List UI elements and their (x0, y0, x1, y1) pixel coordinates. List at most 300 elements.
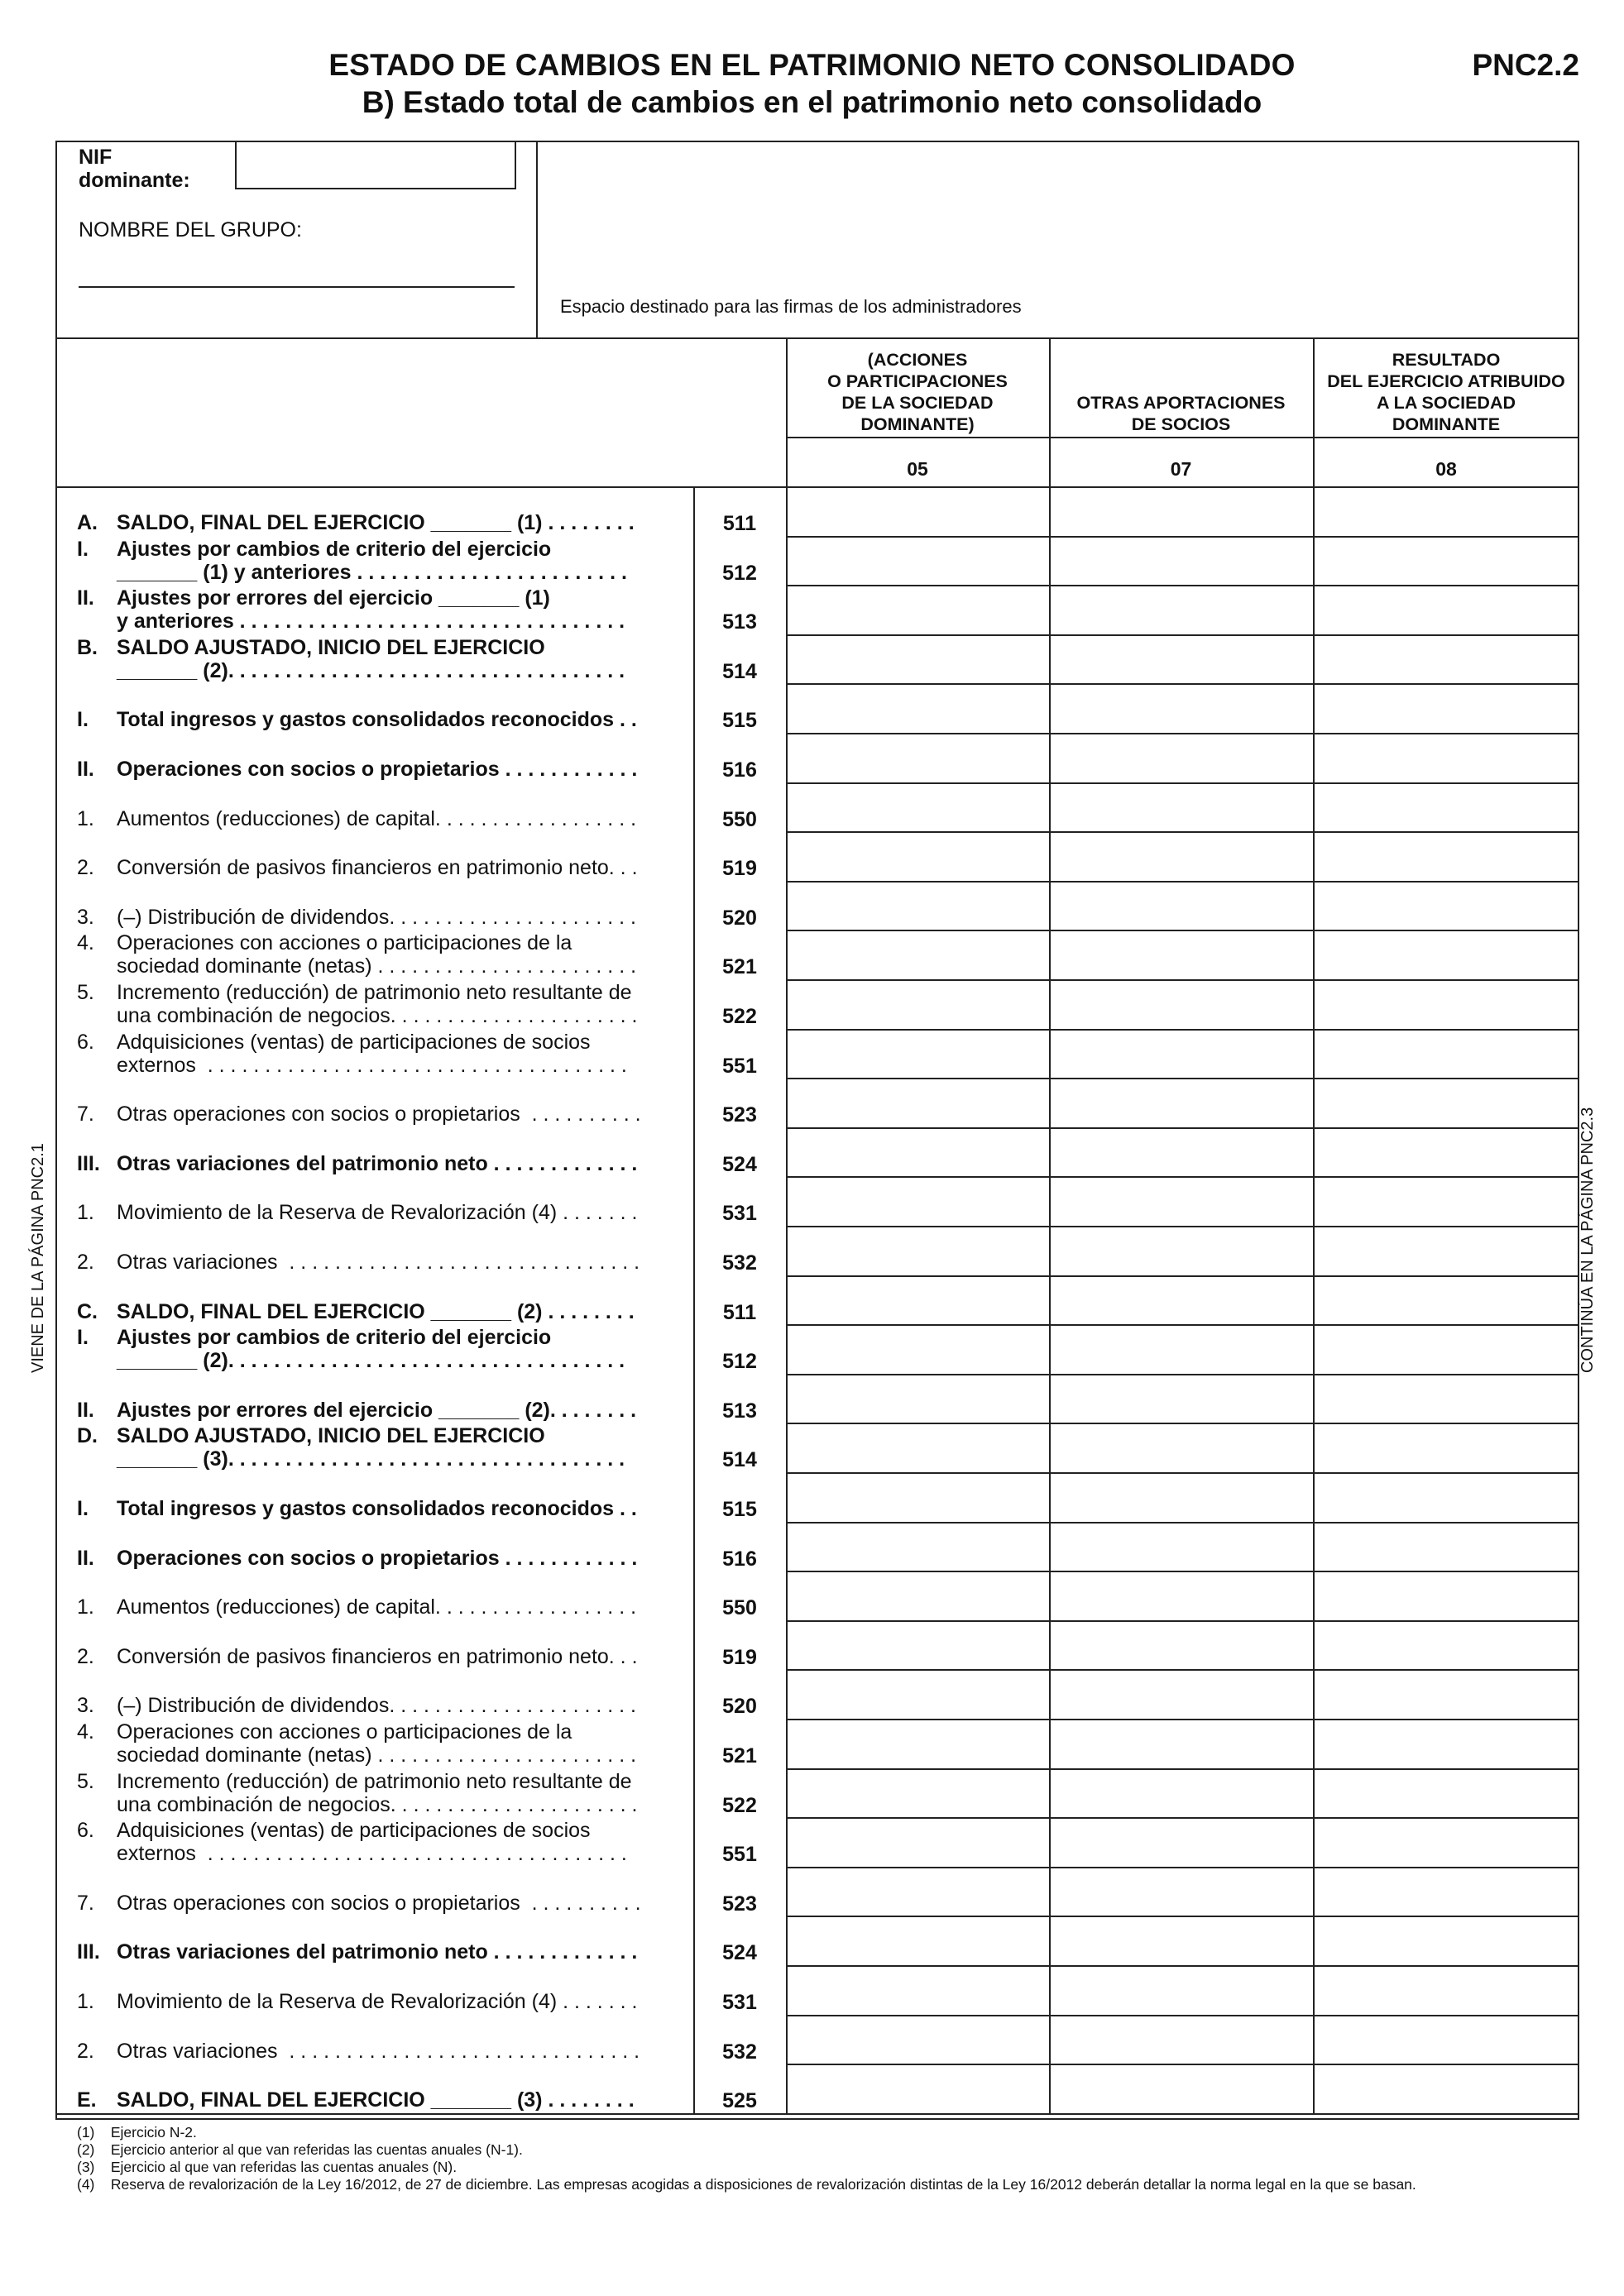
amount-cell[interactable] (788, 883, 1047, 928)
amount-cell[interactable] (788, 1869, 1047, 1914)
row-text-continued: externos . . . . . . . . . . . . . . . . . . . . . . . . . . . . . . . . . . . . . (117, 1053, 627, 1077)
amount-cell[interactable] (1052, 785, 1310, 830)
row-rule (786, 782, 1579, 784)
row-label (77, 1819, 673, 1867)
row-text: Incremento (reducción) de patrimonio neto resultante de (117, 1769, 632, 1793)
amount-cell[interactable] (1052, 1623, 1310, 1667)
form-code: PNC2.2 (1472, 48, 1579, 82)
row-text: SALDO, FINAL DEL EJERCICIO _______ (1) . . . . . . . . (117, 511, 635, 534)
nif-label: NIF dominante: (79, 146, 190, 192)
amount-cell[interactable] (1315, 1869, 1577, 1914)
column-header-line: DE LA SOCIEDAD (841, 393, 994, 413)
column-code: 05 (907, 458, 928, 480)
amount-cell[interactable] (788, 1524, 1047, 1569)
amount-cell[interactable] (1052, 1918, 1310, 1963)
row-text-continued: _______ (2). . . . . . . . . . . . . . . . . . . . . . . . . . . . . . . . . . . (117, 1349, 625, 1373)
column-code: 08 (1435, 458, 1457, 480)
amount-cell[interactable] (1052, 1672, 1310, 1716)
row-code: 524 (722, 1152, 757, 1176)
row-code: 551 (722, 1843, 757, 1867)
amount-cell[interactable] (1315, 982, 1577, 1026)
row-text-continued: una combinación de negocios. . . . . . . . . . . . . . . . . . . . . . (117, 1004, 638, 1027)
row-text-continued: y anteriores . . . . . . . . . . . . . . . . . . . . . . . . . . . . . . . . . . (117, 610, 625, 634)
amount-cell[interactable] (1052, 1820, 1310, 1864)
amount-cell[interactable] (1052, 1376, 1310, 1421)
amount-cell[interactable] (788, 1475, 1047, 1519)
row-text: Otras variaciones del patrimonio neto . . . . . . . . . . . . . (117, 1940, 638, 1964)
row-code: 532 (722, 1251, 757, 1275)
next-page-note: CONTINÚA EN LA PÁGINA PNC2.3 (1578, 1107, 1597, 1373)
row-text: SALDO, FINAL DEL EJERCICIO _______ (2) . . . . . . . . (117, 1299, 635, 1323)
row-text: Operaciones con socios o propietarios . . . . . . . . . . . . (117, 758, 638, 781)
row-code: 524 (722, 1941, 757, 1965)
group-name-label: NOMBRE DEL GRUPO: (79, 218, 302, 242)
amount-cell[interactable] (788, 785, 1047, 830)
row-number: 3. (77, 905, 94, 929)
amount-cell[interactable] (788, 834, 1047, 878)
row-label (77, 1547, 673, 1595)
amount-cell[interactable] (1315, 735, 1577, 780)
column-header-line: DOMINANTE) (860, 414, 975, 434)
row-rule (786, 831, 1579, 833)
column-header-line: OTRAS APORTACIONES (1076, 393, 1286, 413)
amount-cell[interactable] (1315, 1278, 1577, 1323)
row-code: 523 (722, 1892, 757, 1916)
amount-cell[interactable] (788, 1918, 1047, 1963)
row-text: Adquisiciones (ventas) de participaciones de socios (117, 1819, 591, 1843)
row-label (77, 1497, 673, 1545)
column-code: 07 (1170, 458, 1192, 480)
row-text: Operaciones con acciones o participaciones de la (117, 1720, 572, 1744)
row-number: 3. (77, 1694, 94, 1718)
row-rule (786, 1324, 1579, 1326)
row-text: Conversión de pasivos financieros en patrimonio neto. . . (117, 856, 638, 880)
row-code: 516 (722, 758, 757, 782)
amount-cell[interactable] (1315, 2066, 1577, 2111)
row-rule (786, 1817, 1579, 1819)
row-text: Adquisiciones (ventas) de participaciones de socios (117, 1030, 591, 1054)
row-text-continued: _______ (3). . . . . . . . . . . . . . . . . . . . . . . . . . . . . . . . . . . (117, 1447, 625, 1471)
amount-cell[interactable] (1315, 538, 1577, 583)
row-code: 550 (722, 1596, 757, 1620)
row-code: 550 (722, 807, 757, 831)
row-rule (786, 536, 1579, 538)
row-number: II. (77, 586, 94, 610)
row-code: 523 (722, 1103, 757, 1127)
row-code: 531 (722, 1202, 757, 1226)
row-number: 2. (77, 1644, 94, 1668)
row-label (77, 1940, 673, 1988)
amount-cell[interactable] (1052, 1869, 1310, 1914)
row-label (77, 1103, 673, 1150)
row-label (77, 538, 673, 586)
row-number: 5. (77, 1769, 94, 1793)
amount-cell[interactable] (788, 1179, 1047, 1223)
amount-cell[interactable] (788, 1130, 1047, 1174)
row-number: B. (77, 635, 98, 659)
row-number: II. (77, 1546, 94, 1570)
amount-cell[interactable] (1052, 982, 1310, 1026)
row-text: Total ingresos y gastos consolidados reconocidos . . (117, 1497, 637, 1520)
column-header-line: O PARTICIPACIONES (827, 371, 1008, 391)
row-code: 522 (722, 1005, 757, 1028)
row-number: I. (77, 708, 89, 732)
row-text-continued: externos . . . . . . . . . . . . . . . . . . . . . . . . . . . . . . . . . . . . . (117, 1842, 627, 1866)
amount-cell[interactable] (1052, 2017, 1310, 2062)
row-rule (786, 585, 1579, 586)
row-number: II. (77, 758, 94, 781)
row-code: 525 (722, 2089, 757, 2113)
amount-cell[interactable] (788, 735, 1047, 780)
amount-cell[interactable] (788, 1820, 1047, 1864)
row-code: 519 (722, 1645, 757, 1669)
column-header-line: DOMINANTE (1392, 414, 1501, 434)
column-header-line: (ACCIONES (867, 350, 968, 370)
amount-cell[interactable] (788, 1425, 1047, 1470)
amount-cell[interactable] (1052, 686, 1310, 730)
row-number: 1. (77, 806, 94, 830)
row-number: 1. (77, 1201, 94, 1225)
row-rule (786, 2064, 1579, 2065)
row-rule (786, 683, 1579, 685)
row-rule (786, 881, 1579, 883)
column-header-line: DEL EJERCICIO ATRIBUIDO (1327, 371, 1565, 391)
row-number: I. (77, 1326, 89, 1350)
amount-cell[interactable] (1315, 1130, 1577, 1174)
amount-cell[interactable] (788, 1771, 1047, 1815)
row-code: 513 (722, 1399, 757, 1423)
row-rule (786, 634, 1579, 636)
row-label (77, 1326, 673, 1374)
row-code: 511 (722, 1300, 757, 1324)
amount-cell[interactable] (1052, 1278, 1310, 1323)
amount-cell[interactable] (1315, 834, 1577, 878)
row-code: 515 (722, 1498, 757, 1521)
row-number: 4. (77, 1720, 94, 1744)
row-rule (786, 1472, 1579, 1474)
row-text-continued: _______ (1) y anteriores . . . . . . . . . . . . . . . . . . . . . . . . (117, 560, 627, 584)
amount-cell[interactable] (788, 1376, 1047, 1421)
amount-cell[interactable] (1052, 637, 1310, 682)
row-rule (786, 1768, 1579, 1770)
row-label (77, 1892, 673, 1940)
amount-cell[interactable] (1052, 1573, 1310, 1618)
row-rule (786, 1275, 1579, 1277)
row-text: SALDO AJUSTADO, INICIO DEL EJERCICIO (117, 635, 545, 659)
row-rule (786, 1226, 1579, 1227)
row-rule (786, 1965, 1579, 1967)
row-text: SALDO, FINAL DEL EJERCICIO _______ (3) . . . . . . . . (117, 2088, 635, 2112)
amount-cell[interactable] (1052, 1228, 1310, 1273)
row-code: 520 (722, 906, 757, 930)
amount-cell[interactable] (1315, 1228, 1577, 1273)
amount-cell[interactable] (1315, 1524, 1577, 1569)
row-rule (786, 733, 1579, 734)
column-header-line: A LA SOCIEDAD (1376, 393, 1516, 413)
amount-cell[interactable] (788, 1721, 1047, 1766)
row-rule (786, 1916, 1579, 1917)
amount-cell[interactable] (1315, 1820, 1577, 1864)
amount-cell[interactable] (788, 637, 1047, 682)
column-header (1049, 346, 1313, 435)
footnote: (3) Ejercicio al que van referidas las cuentas anuales (N). (77, 2159, 457, 2175)
amount-cell[interactable] (788, 1278, 1047, 1323)
row-text-continued: sociedad dominante (netas) . . . . . . . . . . . . . . . . . . . . . . . (117, 954, 637, 978)
previous-page-note: VIENE DE LA PÁGINA PNC2.1 (29, 1143, 47, 1373)
amount-cell[interactable] (1315, 489, 1577, 533)
row-number: 7. (77, 1103, 94, 1126)
row-rule (786, 1522, 1579, 1523)
row-rule (786, 979, 1579, 981)
amount-cell[interactable] (788, 1031, 1047, 1076)
row-code: 516 (722, 1547, 757, 1571)
row-text: Operaciones con acciones o participaciones de la (117, 931, 572, 955)
footnote: (1) Ejercicio N-2. (77, 2124, 197, 2141)
nif-input[interactable] (235, 142, 516, 189)
row-text: Otras variaciones . . . . . . . . . . . . . . . . . . . . . . . . . . . . . . . (117, 2039, 640, 2063)
amount-cell[interactable] (1315, 1771, 1577, 1815)
row-number: 2. (77, 1251, 94, 1274)
group-name-field[interactable] (79, 286, 515, 288)
row-number: 1. (77, 1595, 94, 1619)
row-rule (786, 1867, 1579, 1868)
row-number: 6. (77, 1819, 94, 1843)
row-label (77, 1201, 673, 1249)
row-number: 2. (77, 2039, 94, 2063)
row-label (77, 1424, 673, 1472)
row-text: Ajustes por cambios de criterio del ejercicio (117, 1326, 552, 1350)
form-title: ESTADO DE CAMBIOS EN EL PATRIMONIO NETO CONSOLIDADO (328, 48, 1296, 82)
row-text: Ajustes por errores del ejercicio _______ (2). . . . . . . . (117, 1398, 637, 1422)
amount-cell[interactable] (1315, 1721, 1577, 1766)
row-code: 514 (722, 659, 757, 683)
footnote: (4) Reserva de revalorización de la Ley 16/2012, de 27 de diciembre. Las empresas acogidas a disposiciones de revalorización distintas de la Ley 16/2012 deberán detallar la norma legal en la que se basan. (77, 2176, 1416, 2193)
row-text-continued: _______ (2). . . . . . . . . . . . . . . . . . . . . . . . . . . . . . . . . . . (117, 658, 625, 682)
amount-cell[interactable] (1052, 1080, 1310, 1125)
amount-cell[interactable] (1315, 1672, 1577, 1716)
amount-cell[interactable] (788, 1228, 1047, 1273)
amount-cell[interactable] (1315, 637, 1577, 682)
amount-cell[interactable] (1315, 1179, 1577, 1223)
amount-cell[interactable] (1052, 834, 1310, 878)
amount-cell[interactable] (788, 587, 1047, 632)
row-text: Aumentos (reducciones) de capital. . . . . . . . . . . . . . . . . . (117, 806, 637, 830)
amount-cell[interactable] (788, 1327, 1047, 1371)
row-label (77, 1031, 673, 1079)
amount-cell[interactable] (788, 1573, 1047, 1618)
row-number: 6. (77, 1030, 94, 1054)
row-text: (–) Distribución de dividendos. . . . . . . . . . . . . . . . . . . . . . (117, 1694, 637, 1718)
table-top-rule (55, 486, 1579, 488)
amount-cell[interactable] (1315, 932, 1577, 977)
column-header (786, 346, 1049, 435)
amount-cell[interactable] (788, 2066, 1047, 2111)
amount-cell[interactable] (788, 1672, 1047, 1716)
row-text-continued: sociedad dominante (netas) . . . . . . . . . . . . . . . . . . . . . . . (117, 1744, 637, 1767)
amount-cell[interactable] (788, 1968, 1047, 2012)
row-code: 512 (722, 1350, 757, 1374)
row-rule (786, 1029, 1579, 1031)
amount-cell[interactable] (1315, 1573, 1577, 1618)
amount-cell[interactable] (1052, 1327, 1310, 1371)
row-number: I. (77, 537, 89, 561)
row-number: 2. (77, 856, 94, 880)
row-number: I. (77, 1497, 89, 1520)
row-rule (786, 1423, 1579, 1424)
amount-cell[interactable] (1315, 587, 1577, 632)
amount-cell[interactable] (1315, 2017, 1577, 2062)
amount-cell[interactable] (1052, 1524, 1310, 1569)
amount-cell[interactable] (1315, 1623, 1577, 1667)
amount-cell[interactable] (1052, 538, 1310, 583)
row-label (77, 636, 673, 684)
row-text-continued: una combinación de negocios. . . . . . . . . . . . . . . . . . . . . . (117, 1792, 638, 1816)
form-subtitle: B) Estado total de cambios en el patrimonio neto consolidado (362, 85, 1262, 119)
amount-cell[interactable] (1315, 883, 1577, 928)
row-code: 521 (722, 1744, 757, 1767)
row-rule (786, 1374, 1579, 1375)
amount-cell[interactable] (1315, 1968, 1577, 2012)
amount-cell[interactable] (1315, 1475, 1577, 1519)
row-label (77, 931, 673, 979)
amount-cell[interactable] (1315, 1327, 1577, 1371)
amount-cell[interactable] (1315, 686, 1577, 730)
row-number: A. (77, 511, 98, 534)
row-rule (786, 2015, 1579, 2016)
amount-cell[interactable] (1052, 1968, 1310, 2012)
row-code: 511 (722, 512, 757, 535)
row-text: Operaciones con socios o propietarios . . . . . . . . . . . . (117, 1546, 638, 1570)
row-label (77, 1990, 673, 2038)
row-code: 512 (722, 561, 757, 585)
row-text: Otras operaciones con socios o propietarios . . . . . . . . . . (117, 1103, 641, 1126)
row-text: (–) Distribución de dividendos. . . . . . . . . . . . . . . . . . . . . . (117, 905, 637, 929)
amount-cell[interactable] (1052, 1475, 1310, 1519)
row-label (77, 708, 673, 756)
row-rule (786, 1176, 1579, 1178)
row-label (77, 758, 673, 806)
row-text: Incremento (reducción) de patrimonio neto resultante de (117, 981, 632, 1004)
row-label (77, 1152, 673, 1200)
row-number: III. (77, 1151, 100, 1175)
row-code: 515 (722, 709, 757, 733)
header-separator (55, 337, 1579, 339)
row-number: 7. (77, 1891, 94, 1915)
row-code: 513 (722, 610, 757, 634)
row-code: 522 (722, 1793, 757, 1817)
column-header-line: DE SOCIOS (1131, 414, 1231, 434)
row-label (77, 1770, 673, 1818)
row-label (77, 1720, 673, 1768)
amount-cell[interactable] (788, 686, 1047, 730)
row-text: Otras variaciones . . . . . . . . . . . . . . . . . . . . . . . . . . . . . . . (117, 1251, 640, 1274)
row-text: Total ingresos y gastos consolidados reconocidos . . (117, 708, 637, 732)
amount-cell[interactable] (788, 489, 1047, 533)
row-label (77, 981, 673, 1029)
amount-cell[interactable] (1052, 1425, 1310, 1470)
amount-cell[interactable] (1052, 883, 1310, 928)
row-label (77, 1251, 673, 1299)
amount-cell[interactable] (1052, 1031, 1310, 1076)
row-text: Conversión de pasivos financieros en patrimonio neto. . . (117, 1644, 638, 1668)
row-rule (786, 1127, 1579, 1129)
row-rule (786, 1078, 1579, 1079)
row-rule (786, 1620, 1579, 1622)
signatures-area[interactable]: Espacio destinado para las firmas de los administradores (560, 296, 1022, 317)
row-code: 521 (722, 955, 757, 979)
amount-cell[interactable] (788, 538, 1047, 583)
row-text: Otras operaciones con socios o propietarios . . . . . . . . . . (117, 1891, 641, 1915)
amount-cell[interactable] (788, 1623, 1047, 1667)
row-text: Aumentos (reducciones) de capital. . . . . . . . . . . . . . . . . . (117, 1595, 637, 1619)
amount-cell[interactable] (1052, 2066, 1310, 2111)
column-header-line: RESULTADO (1392, 350, 1501, 370)
row-number: III. (77, 1940, 100, 1964)
amount-cell[interactable] (1315, 1918, 1577, 1963)
amount-cell[interactable] (1315, 1376, 1577, 1421)
row-label (77, 586, 673, 634)
row-rule (786, 930, 1579, 931)
row-label (77, 2088, 673, 2136)
row-text: Movimiento de la Reserva de Revalorización (4) . . . . . . . (117, 1201, 638, 1225)
amount-cell[interactable] (788, 1080, 1047, 1125)
amount-cell[interactable] (788, 2017, 1047, 2062)
amount-cell[interactable] (1315, 1425, 1577, 1470)
row-text: Ajustes por errores del ejercicio _______ (1) (117, 586, 550, 610)
row-label (77, 2040, 673, 2088)
row-number: C. (77, 1299, 98, 1323)
row-code: 551 (722, 1054, 757, 1078)
row-number: D. (77, 1424, 98, 1448)
row-text: SALDO AJUSTADO, INICIO DEL EJERCICIO (117, 1424, 545, 1448)
row-number: 5. (77, 981, 94, 1004)
amount-cell[interactable] (1052, 489, 1310, 533)
row-rule (786, 1571, 1579, 1572)
footnote: (2) Ejercicio anterior al que van referidas las cuentas anuales (N-1). (77, 2141, 523, 2158)
row-number: 1. (77, 1990, 94, 2013)
row-label (77, 856, 673, 904)
row-number: 4. (77, 931, 94, 955)
amount-cell[interactable] (1052, 1771, 1310, 1815)
column-header (1313, 346, 1579, 435)
amount-cell[interactable] (1315, 1080, 1577, 1125)
amount-cell[interactable] (1315, 785, 1577, 830)
amount-cell[interactable] (1315, 1031, 1577, 1076)
amount-cell[interactable] (1052, 735, 1310, 780)
row-label (77, 1595, 673, 1643)
amount-cell[interactable] (1052, 932, 1310, 977)
row-code: 532 (722, 2040, 757, 2064)
row-number: II. (77, 1398, 94, 1422)
row-code: 519 (722, 857, 757, 881)
row-label (77, 807, 673, 855)
row-text: Ajustes por cambios de criterio del ejercicio (117, 537, 552, 561)
amount-cell[interactable] (1052, 1130, 1310, 1174)
amount-cell[interactable] (1052, 1179, 1310, 1223)
row-label (77, 1645, 673, 1693)
row-code: 514 (722, 1448, 757, 1472)
amount-cell[interactable] (1052, 587, 1310, 632)
amount-cell[interactable] (788, 932, 1047, 977)
amount-cell[interactable] (1052, 1721, 1310, 1766)
amount-cell[interactable] (788, 982, 1047, 1026)
row-number: E. (77, 2088, 97, 2112)
row-text: Otras variaciones del patrimonio neto . . . . . . . . . . . . . (117, 1151, 638, 1175)
header-rule (786, 437, 1579, 438)
row-code: 520 (722, 1695, 757, 1719)
row-rule (786, 1669, 1579, 1671)
row-text: Movimiento de la Reserva de Revalorización (4) . . . . . . . (117, 1990, 638, 2013)
